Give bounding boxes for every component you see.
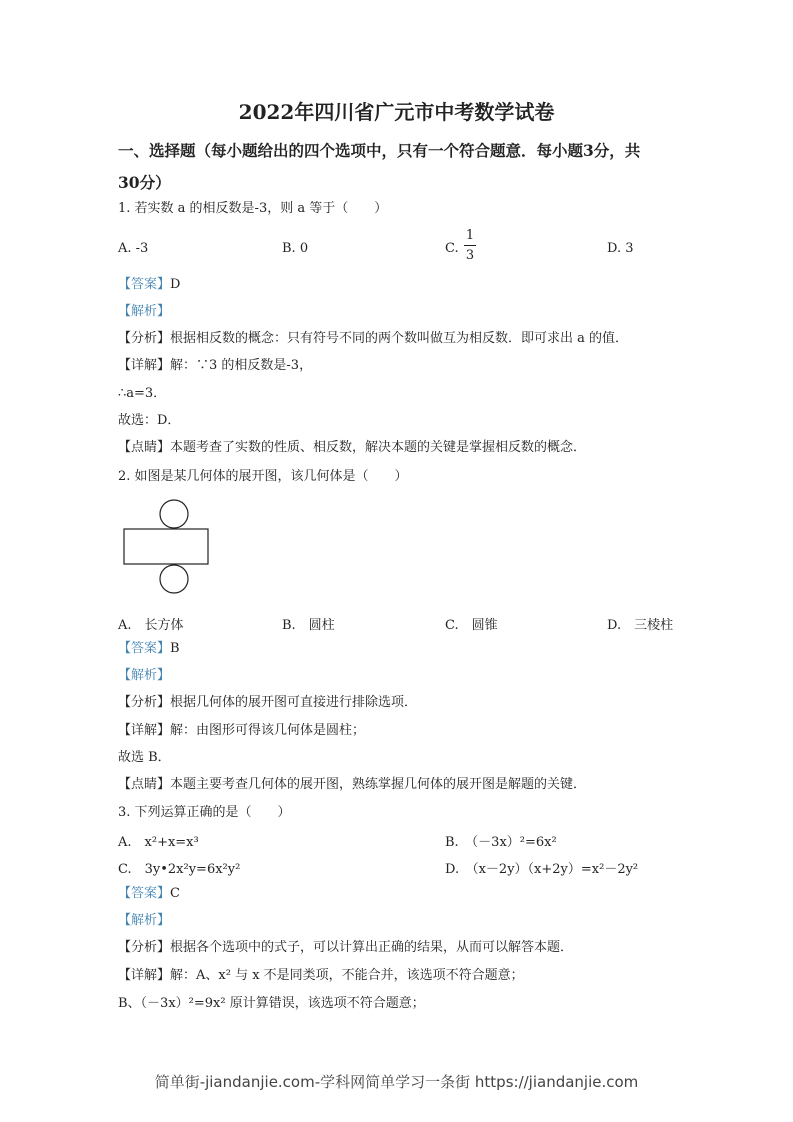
q1-stem: 1. 若实数 a 的相反数是-3，则 a 等于（ ） [118,201,388,216]
answer-label: 【答案】 [118,641,171,656]
q3-option-b: B. （－3x）²=6x² [445,835,557,850]
q2-analysis-label: 【解析】 [118,668,171,683]
fenxi-text: 根据相反数的概念：只有符号不同的两个数叫做互为相反数．即可求出 a 的值． [170,331,629,346]
q2-option-c: C. 圆锥 [445,618,498,633]
q1-option-a: A. -3 [118,241,149,256]
answer-value: B [170,641,180,656]
q1-detail-line2: ∴a=3． [118,386,167,401]
q3-detail [118,968,524,984]
comment-label: 【点睛】 [118,777,171,792]
q2-comment [118,777,586,793]
q1-option-c-fraction [464,228,476,263]
q1-option-d: D. 3 [607,241,634,256]
q2-option-a: A. 长方体 [118,618,184,633]
detail-label: 【详解】 [118,358,171,373]
q1-detail-line3: 故选：D． [118,413,181,428]
q1-detail [118,358,312,374]
q1-analysis-label: 【解析】 [118,304,171,319]
q2-detail-line2: 故选 B． [118,750,171,765]
detail-text: 解：由图形可得该几何体是圆柱； [170,723,366,738]
footer-watermark: 简单街-jiandanjie.com-学科网简单学习一条街 https://jiandanjie.com [154,1073,639,1091]
section-heading-cont: 30分） [118,173,171,192]
q1-answer [118,277,180,293]
q3-option-d: D. （x－2y）（x+2y）=x²－2y² [445,862,639,877]
top-circle [160,500,188,528]
q3-answer [118,886,180,902]
q3-option-a: A. x²+x=x³ [118,835,199,850]
q1-option-c: C. [445,241,459,256]
comment-text: 本题考查了实数的性质、相反数，解决本题的关键是掌握相反数的概念． [170,440,587,455]
detail-label: 【详解】 [118,723,171,738]
detail-text: 解：∵3 的相反数是-3， [170,358,313,373]
fenxi-label: 【分析】 [118,695,171,710]
q3-stem: 3. 下列运算正确的是（ ） [118,805,291,820]
answer-value: D [170,277,181,292]
answer-value: C [170,886,180,901]
detail-text: 解：A、x² 与 x 不是同类项，不能合并，该选项不符合题意； [170,968,524,983]
q1-option-b: B. 0 [282,241,309,256]
rectangle [124,529,208,564]
q2-option-b: B. 圆柱 [282,618,335,633]
q2-detail [118,723,365,739]
q2-stem: 2. 如图是某几何体的展开图，该几何体是（ ） [118,469,408,484]
comment-text: 本题主要考查几何体的展开图，熟练掌握几何体的展开图是解题的关键． [170,777,587,792]
bottom-circle [160,565,188,593]
fenxi-label: 【分析】 [118,940,171,955]
q3-analysis-label: 【解析】 [118,913,171,928]
q2-option-d: D. 三棱柱 [607,618,674,633]
q1-fenxi [118,331,628,347]
detail-label: 【详解】 [118,968,171,983]
cylinder-net-figure [118,492,228,600]
q3-detail-line2: B、（－3x）²=9x² 原计算错误，该选项不符合题意； [118,996,425,1011]
answer-label: 【答案】 [118,886,171,901]
fenxi-text: 根据几何体的展开图可直接进行排除选项． [170,695,418,710]
q2-answer [118,641,180,657]
page-title: 2022年四川省广元市中考数学试卷 [238,100,555,124]
q2-fenxi [118,695,417,711]
denominator: 3 [465,248,475,263]
fenxi-label: 【分析】 [118,331,171,346]
q3-option-c: C. 3y•2x²y=6x²y² [118,862,241,877]
fenxi-text: 根据各个选项中的式子，可以计算出正确的结果，从而可以解答本题． [170,940,574,955]
comment-label: 【点睛】 [118,440,171,455]
q3-fenxi [118,940,573,956]
answer-label: 【答案】 [118,277,171,292]
q1-comment [118,440,586,456]
section-heading: 一、选择题（每小题给出的四个选项中，只有一个符合题意．每小题3分，共 [118,141,641,160]
numerator: 1 [465,228,475,243]
